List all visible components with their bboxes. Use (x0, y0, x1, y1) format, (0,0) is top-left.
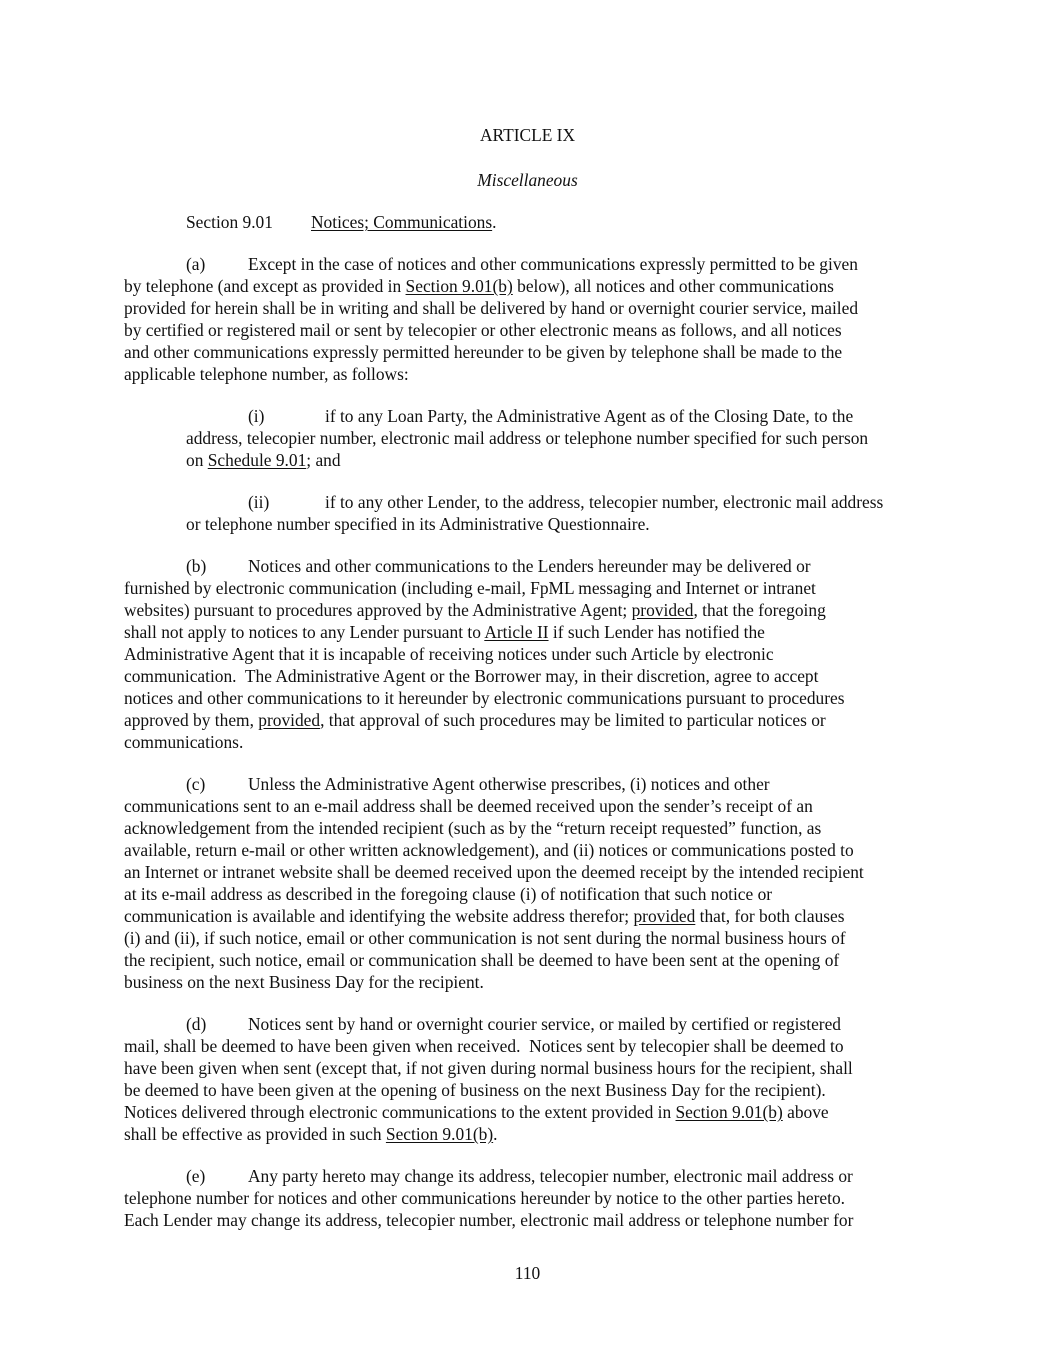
text-line (124, 297, 1024, 319)
text-line (124, 971, 1024, 993)
cross-reference: Schedule 9.01 (207, 450, 307, 470)
line-text: shall be effective as provided in such (124, 1124, 386, 1144)
paragraph-ii (186, 491, 1055, 535)
text-line (124, 687, 1024, 709)
line-text: applicable telephone number, as follows: (124, 364, 409, 384)
line-text: if to any Loan Party, the Administrative Agent as of the Closing Date, to the (325, 406, 854, 426)
line-text: websites) pursuant to procedures approved by the Administrative Agent; (124, 600, 632, 620)
line-text: on (186, 450, 208, 470)
text-line (124, 1057, 1024, 1079)
paragraph-label: (e) (186, 1166, 206, 1186)
line-text: below), all notices and other communications (512, 276, 834, 296)
text-line (124, 795, 1024, 817)
text-line (124, 555, 1024, 577)
line-text: available, return e-mail or other written acknowledgement), and (ii) notices or communications posted to (124, 840, 854, 860)
line-text: that, for both clauses (695, 906, 845, 926)
text-line (124, 643, 1024, 665)
text-line (124, 577, 1024, 599)
text-line (124, 1209, 1024, 1231)
paragraph-label: (ii) (248, 492, 270, 512)
text-line (124, 839, 1024, 861)
text-line (124, 949, 1024, 971)
line-text: Notices and other communications to the Lenders hereunder may be delivered or (248, 556, 811, 576)
line-text: at its e-mail address as described in the foregoing clause (i) of notification that such notice or (124, 884, 773, 904)
line-text: notices and other communications to it hereunder by electronic communications pursuant to procedures (124, 688, 845, 708)
text-line (124, 861, 1024, 883)
line-text: an Internet or intranet website shall be deemed received upon the deemed receipt by the intended recipient (124, 862, 864, 882)
line-text: Notices delivered through electronic communications to the extent provided in (124, 1102, 676, 1122)
text-line (124, 1013, 1024, 1035)
cross-reference: Section 9.01(b) (385, 1124, 494, 1144)
article-heading: ARTICLE IX (479, 125, 576, 145)
text-line (124, 665, 1024, 687)
text-line (124, 341, 1024, 363)
paragraph-label: (a) (186, 254, 206, 274)
text-line (124, 1187, 1024, 1209)
line-text: communications. (124, 732, 244, 752)
line-text: Each Lender may change its address, telecopier number, electronic mail address or telephone number for (124, 1210, 854, 1230)
line-text: business on the next Business Day for the recipient. (124, 972, 484, 992)
line-text: acknowledgement from the intended recipient (such as by the “return receipt requested” function, as (124, 818, 822, 838)
paragraph-c (124, 773, 1024, 993)
section-title: Notices; Communications (311, 212, 493, 232)
line-text: if to any other Lender, to the address, telecopier number, electronic mail address (325, 492, 884, 512)
cross-reference: provided (633, 906, 696, 926)
text-line (124, 731, 1024, 753)
text-line (186, 449, 1055, 471)
paragraph-a (124, 253, 1024, 385)
line-text: Except in the case of notices and other communications expressly permitted to be given (248, 254, 858, 274)
paragraph-label: (i) (248, 406, 265, 426)
cross-reference: provided (258, 710, 321, 730)
line-text: (i) and (ii), if such notice, email or other communication is not sent during the normal business hours of (124, 928, 846, 948)
cross-reference: Section 9.01(b) (405, 276, 513, 296)
paragraph-i (186, 405, 1055, 471)
line-text: the recipient, such notice, email or communication shall be deemed to have been sent at the opening of (124, 950, 840, 970)
text-line (124, 905, 1024, 927)
line-text: ; and (306, 450, 341, 470)
paragraph-label: (c) (186, 774, 206, 794)
line-text: , that the foregoing (693, 600, 826, 620)
text-line (124, 621, 1024, 643)
cross-reference: Article II (484, 622, 549, 642)
text-line (124, 253, 1024, 275)
line-text: Notices sent by hand or overnight courier service, or mailed by certified or registered (248, 1014, 841, 1034)
line-text: communications sent to an e-mail address shall be deemed received upon the sender’s receipt of an (124, 796, 813, 816)
line-text: shall not apply to notices to any Lender pursuant to (124, 622, 485, 642)
line-text: mail, shall be deemed to have been given when received. Notices sent by telecopier shall be deemed to (124, 1036, 844, 1056)
text-line (124, 1101, 1024, 1123)
text-line (186, 405, 1055, 427)
line-text: communication. The Administrative Agent or the Borrower may, in their discretion, agree to accept (124, 666, 819, 686)
text-line (124, 363, 1024, 385)
text-line (186, 427, 1055, 449)
line-text: and other communications expressly permitted hereunder to be given by telephone shall be made to the (124, 342, 843, 362)
section-title-period: . (492, 212, 497, 232)
text-line (124, 599, 1024, 621)
paragraph-label: (d) (186, 1014, 207, 1034)
section-heading (124, 211, 1024, 233)
text-line (124, 709, 1024, 731)
line-text: if such Lender has notified the (548, 622, 765, 642)
text-line (124, 1123, 1024, 1145)
paragraph-e (124, 1165, 1024, 1231)
text-line (124, 817, 1024, 839)
line-text: telephone number for notices and other communications hereunder by notice to the other parties hereto. (124, 1188, 845, 1208)
line-text: Any party hereto may change its address, telecopier number, electronic mail address or (248, 1166, 853, 1186)
line-text: address, telecopier number, electronic mail address or telephone number specified for such person (186, 428, 869, 448)
paragraph-b (124, 555, 1024, 753)
text-line (124, 927, 1024, 949)
line-text: , that approval of such procedures may be limited to particular notices or (320, 710, 826, 730)
line-text: approved by them, (124, 710, 259, 730)
text-line (124, 883, 1024, 905)
text-line (124, 1165, 1024, 1187)
text-line (124, 1079, 1024, 1101)
cross-reference: provided (631, 600, 694, 620)
line-text: Administrative Agent that it is incapable of receiving notices under such Article by electronic (124, 644, 774, 664)
line-text: above (782, 1102, 829, 1122)
line-text: by certified or registered mail or sent by telecopier or other electronic means as follows, and all notices (124, 320, 842, 340)
line-text: . (493, 1124, 498, 1144)
paragraph-label: (b) (186, 556, 207, 576)
line-text: by telephone (and except as provided in (124, 276, 406, 296)
text-line (124, 319, 1024, 341)
line-text: furnished by electronic communication (including e-mail, FpML messaging and Internet or intranet (124, 578, 816, 598)
text-line (186, 513, 1055, 535)
article-title: Miscellaneous (477, 170, 578, 190)
text-line (124, 275, 1024, 297)
line-text: or telephone number specified in its Administrative Questionnaire. (186, 514, 650, 534)
section-number: Section 9.01 (186, 212, 273, 232)
line-text: Unless the Administrative Agent otherwise prescribes, (i) notices and other (248, 774, 770, 794)
line-text: communication is available and identifying the website address therefor; (124, 906, 634, 926)
text-line (186, 491, 1055, 513)
text-line (124, 1035, 1024, 1057)
paragraph-d (124, 1013, 1024, 1145)
line-text: be deemed to have been given at the opening of business on the next Business Day for the recipient). (124, 1080, 826, 1100)
cross-reference: Section 9.01(b) (675, 1102, 783, 1122)
line-text: have been given when sent (except that, if not given during normal business hours for the recipient, shall (124, 1058, 853, 1078)
line-text: provided for herein shall be in writing and shall be delivered by hand or overnight courier service, mailed (124, 298, 859, 318)
page-number: 110 (514, 1263, 541, 1283)
text-line (124, 773, 1024, 795)
